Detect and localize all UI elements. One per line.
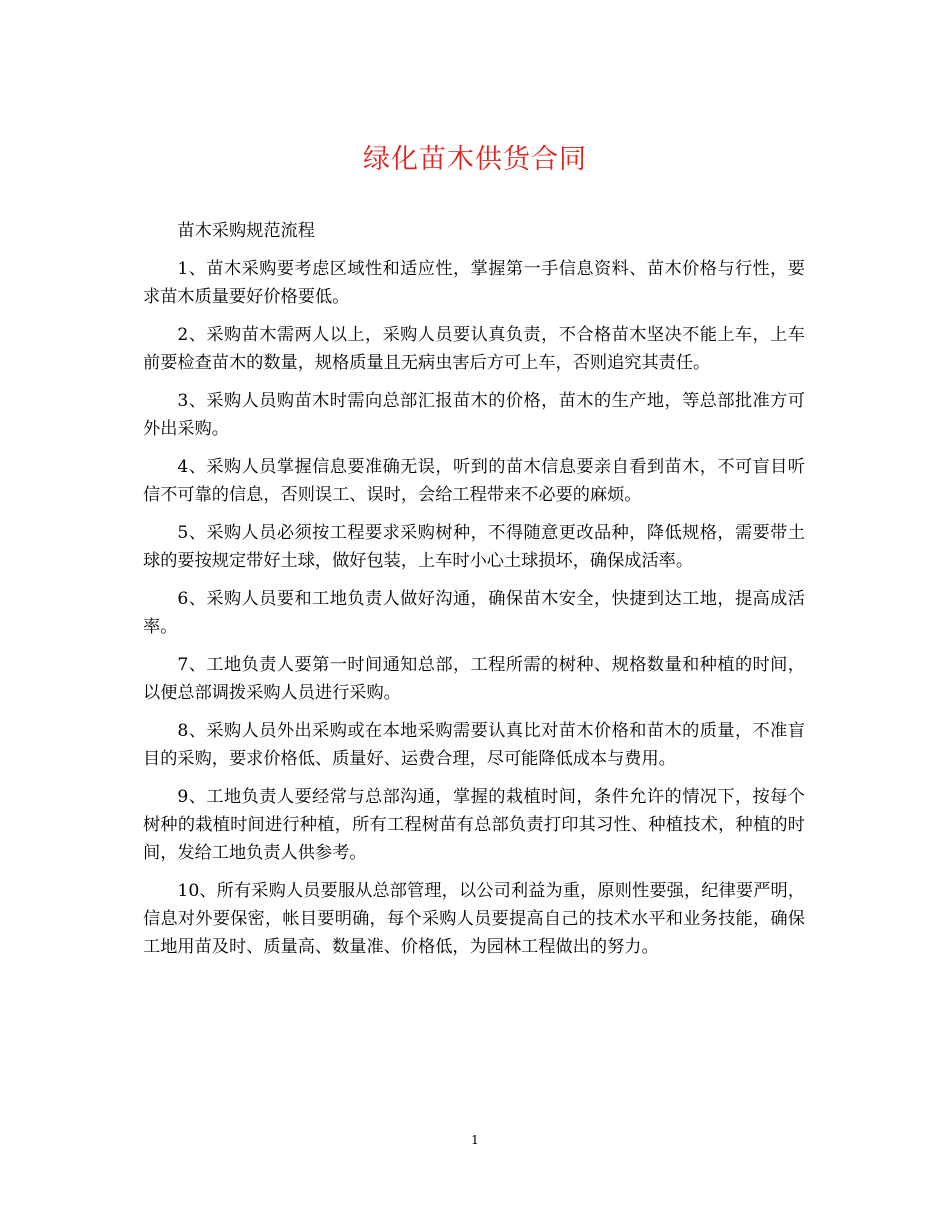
paragraph-2: 2、采购苗木需两人以上，采购人员要认真负责，不合格苗木坚决不能上车，上车前要检查苗木的数量，规格质量且无病虫害后方可上车，否则追究其责任。	[143, 325, 805, 373]
page-number: 1	[471, 1133, 479, 1147]
paragraph-3: 3、采购人员购苗木时需向总部汇报苗木的价格，苗木的生产地，等总部批准方可外出采购。	[143, 391, 805, 439]
paragraph-10: 10、所有采购人员要服从总部管理，以公司利益为重，原则性要强，纪律要严明，信息对外要保密，帐目要明确，每个采购人员要提高自己的技术水平和业务技能，确保工地用苗及时、质量高、数量准、价格低，为园林工程做出的努力。	[143, 881, 805, 957]
paragraph-4: 4、采购人员掌握信息要准确无误，听到的苗木信息要亲自看到苗木，不可盲目听信不可靠的信息，否则误工、误时，会给工程带来不必要的麻烦。	[143, 457, 805, 505]
paragraph-5: 5、采购人员必须按工程要求采购树种，不得随意更改品种，降低规格，需要带土球的要按规定带好土球，做好包装，上车时小心土球损坏，确保成活率。	[143, 523, 805, 571]
paragraph-8: 8、采购人员外出采购或在本地采购需要认真比对苗木价格和苗木的质量，不准盲目的采购，要求价格低、质量好、运费合理，尽可能降低成本与费用。	[143, 721, 805, 769]
paragraph-9: 9、工地负责人要经常与总部沟通，掌握的栽植时间，条件允许的情况下，按每个树种的栽植时间进行种植，所有工程树苗有总部负责打印其习性、种植技术，种植的时间，发给工地负责人供参考。	[143, 787, 805, 863]
document-body	[143, 217, 805, 971]
section-heading: 苗木采购规范流程	[177, 221, 315, 241]
paragraph-7: 7、工地负责人要第一时间通知总部，工程所需的树种、规格数量和种植的时间，以便总部调拨采购人员进行采购。	[143, 655, 805, 703]
paragraph-6: 6、采购人员要和工地负责人做好沟通，确保苗木安全，快捷到达工地，提高成活率。	[143, 589, 805, 637]
paragraph-1: 1、苗木采购要考虑区域性和适应性，掌握第一手信息资料、苗木价格与行性，要求苗木质量要好价格要低。	[143, 259, 805, 307]
document-title: 绿化苗木供货合同	[363, 144, 587, 175]
